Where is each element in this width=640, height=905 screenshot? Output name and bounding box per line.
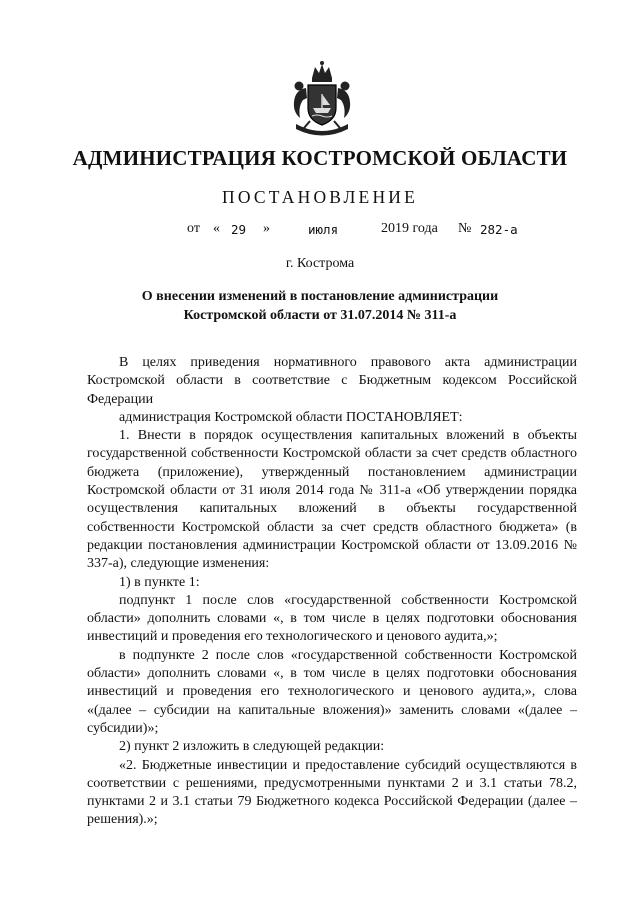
- body-paragraph-subitem-2: 2) пункт 2 изложить в следующей редакции:: [119, 739, 385, 755]
- organization-title: АДМИНИСТРАЦИЯ КОСТРОМСКОЙ ОБЛАСТИ: [72, 146, 568, 170]
- date-open-quote: «: [213, 221, 220, 236]
- date-close-quote: »: [263, 221, 270, 236]
- body-paragraph-item-1: 1. Внести в порядок осуществления капитальных вложений в объекты государственной собственности Костромской области за счет средств областного бюджета (приложение), утвержденный постановлением администрации Костромской области от 31 июля 2014 года № 311-а «Об утверждении порядка осуществления капитальных вложений в объекты государственной собственности Костромской области за счет средств областного бюджета» (в редакции постановления администрации Костромской области от 13.09.2016 № 337-а), следующие изменения:: [87, 428, 577, 572]
- date-year: 2019 года: [381, 221, 438, 236]
- date-prefix: от: [187, 221, 200, 236]
- city-line: г. Кострома: [285, 256, 355, 271]
- body-paragraph-resolves: администрация Костромской области ПОСТАНОВЛЯЕТ:: [119, 409, 463, 425]
- document-subject: [100, 287, 540, 325]
- date-day: 29: [231, 222, 247, 237]
- subject-line-1: О внесении изменений в постановление администрации: [141, 289, 499, 304]
- document-body: [87, 354, 577, 830]
- coat-of-arms-emblem: [286, 58, 358, 138]
- body-paragraph-subitem-1: 1) в пункте 1:: [119, 574, 200, 590]
- document-type: ПОСТАНОВЛЕНИЕ: [221, 187, 419, 207]
- date-number-line: [0, 221, 640, 241]
- subject-line-2: Костромской области от 31.07.2014 № 311-а: [183, 308, 457, 323]
- document-number: 282-а: [480, 222, 518, 237]
- body-paragraph-new-text: «2. Бюджетные инвестиции и предоставление субсидий осуществляются в соответствии с решениями, предусмотренными пунктами 2 и 3.1 статьи 78.2, пунктами 2 и 3.1 статьи 79 Бюджетного кодекса Российской Федерации (далее – решения).»;: [87, 757, 577, 828]
- body-paragraph-preamble: В целях приведения нормативного правового акта администрации Костромской области в соответствие с Бюджетным кодексом Российской Федерации: [87, 355, 577, 407]
- body-paragraph-subpoint-2: в подпункте 2 после слов «государственной собственности Костромской области» дополнить словами «, в том числе в целях подготовки обоснования инвестиций и проведения его технологического и ценового аудита,», слова «(далее – субсидии на капитальные вложения)» заменить словами «(далее – субсидии)»;: [87, 647, 577, 736]
- date-month: июля: [308, 222, 339, 237]
- body-paragraph-subpoint-1: подпункт 1 после слов «государственной собственности Костромской области» дополнить словами «, в том числе в целях подготовки обоснования инвестиций и проведения его технологического и ценового аудита,»;: [87, 592, 577, 645]
- number-sign: №: [458, 221, 472, 236]
